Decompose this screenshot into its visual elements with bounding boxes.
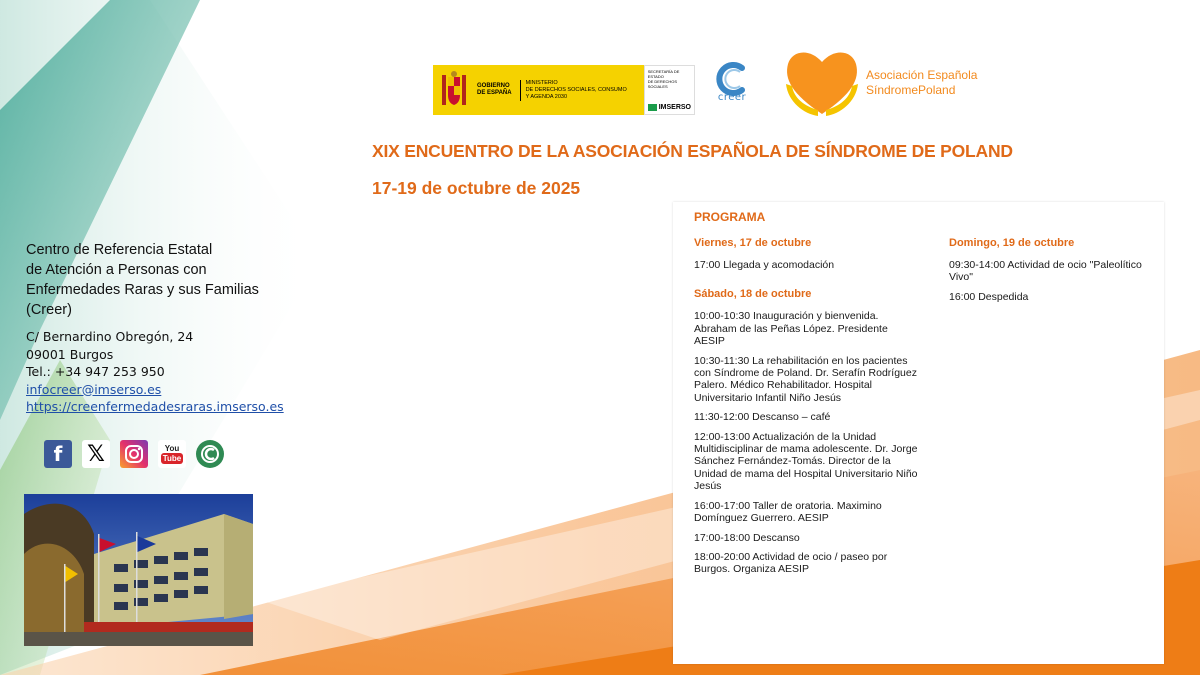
- creer-circle-icon: [199, 443, 221, 465]
- schedule-item: 12:00-13:00 Actualización de la Unidad Multidisciplinar de mama adolescente. Dr. Jorge Sánchez Fernández-Tomás. Director de la Unidad de mama del Hospital Universitario Niño Jesús: [694, 430, 918, 493]
- ministerio-line2: DE DERECHOS SOCIALES, CONSUMO: [525, 86, 627, 93]
- schedule-item: 10:30-11:30 La rehabilitación en los pacientes con Síndrome de Poland. Dr. Serafín Rodríguez Palero. Médico Rehabilitador. Hospital Universitario Infantil Niño Jesús: [694, 354, 917, 404]
- ministerio-line1: MINISTERIO: [525, 79, 558, 86]
- event-title: XIX ENCUENTRO DE LA ASOCIACIÓN ESPAÑOLA DE SÍNDROME DE POLAND: [372, 141, 1013, 161]
- event-dates: 17-19 de octubre de 2025: [372, 178, 581, 198]
- org-line3: Enfermedades Raras y sus Familias: [26, 282, 259, 298]
- ministerio-line3: Y AGENDA 2030: [525, 93, 568, 100]
- social-icons: [44, 440, 224, 468]
- phone: Tel.: +34 947 253 950: [26, 364, 165, 379]
- gobierno-line1: GOBIERNO: [477, 83, 510, 89]
- aesip-line2: SíndromePoland: [866, 83, 956, 97]
- creer-logo: [702, 62, 762, 118]
- imserso-label: IMSERSO: [658, 104, 691, 111]
- org-line4: (Creer): [26, 302, 72, 318]
- coat-of-arms-icon: [439, 71, 469, 109]
- day-friday-label: Viernes, 17 de octubre: [694, 237, 812, 249]
- schedule-item: 10:00-10:30 Inauguración y bienvenida. Abraham de las Peñas López. Presidente AESIP: [694, 310, 888, 348]
- contact-block: [26, 240, 326, 416]
- schedule-item: 16:00-17:00 Taller de oratoria. Maximino Domínguez Guerrero. AESIP: [694, 499, 882, 525]
- program-right-column: [949, 237, 1159, 310]
- address: C/ Bernardino Obregón, 24: [26, 329, 194, 344]
- day-saturday-label: Sábado, 18 de octubre: [694, 288, 812, 301]
- schedule-item: 16:00 Despedida: [949, 290, 1029, 303]
- schedule-item: 17:00 Llegada y acomodación: [694, 259, 835, 271]
- program-card: [673, 202, 1164, 664]
- schedule-item: 17:00-18:00 Descanso: [694, 531, 800, 544]
- program-left-column: [694, 237, 918, 583]
- x-twitter-icon[interactable]: [82, 440, 110, 468]
- instagram-glyph-icon: [124, 444, 144, 464]
- facebook-icon[interactable]: [44, 440, 72, 468]
- youtube-you: You: [164, 444, 180, 453]
- aesip-name: [866, 68, 977, 98]
- schedule-item: 11:30-12:00 Descanso – café: [694, 411, 831, 424]
- city: 09001 Burgos: [26, 346, 114, 362]
- org-line1: Centro de Referencia Estatal: [26, 242, 213, 258]
- day-sunday-label: Domingo, 19 de octubre: [949, 237, 1075, 249]
- youtube-tube: Tube: [162, 454, 182, 463]
- organization-name: [26, 240, 326, 320]
- org-line2: de Atención a Personas con: [26, 262, 207, 278]
- aesip-heart-icon: [782, 44, 862, 120]
- creer-social-icon[interactable]: [196, 440, 224, 468]
- instagram-icon[interactable]: [120, 440, 148, 468]
- gobierno-logo: [433, 65, 695, 115]
- aesip-line1: Asociación Española: [866, 68, 978, 82]
- creer-wordmark: creer: [717, 92, 747, 103]
- gobierno-line2: DE ESPAÑA: [477, 90, 512, 96]
- facebook-glyph: f: [53, 442, 63, 466]
- x-glyph: 𝕏: [87, 441, 105, 467]
- secretaria-line1: SECRETARÍA DE ESTADO: [647, 69, 680, 79]
- youtube-icon[interactable]: [158, 440, 186, 468]
- imserso-icon: [648, 104, 657, 111]
- secretaria-line2: DE DERECHOS SOCIALES: [647, 79, 678, 89]
- building-photo: [24, 494, 253, 646]
- email-link[interactable]: infocreer@imserso.es: [26, 381, 162, 397]
- creer-c-icon: [702, 62, 762, 96]
- website-link[interactable]: https://creenfermedadesraras.imserso.es: [26, 399, 284, 414]
- schedule-item: 18:00-20:00 Actividad de ocio / paseo por Burgos. Organiza AESIP: [694, 550, 888, 576]
- schedule-item: 09:30-14:00 Actividad de ocio "Paleolítico Vivo": [949, 259, 1142, 284]
- program-heading: PROGRAMA: [694, 210, 766, 224]
